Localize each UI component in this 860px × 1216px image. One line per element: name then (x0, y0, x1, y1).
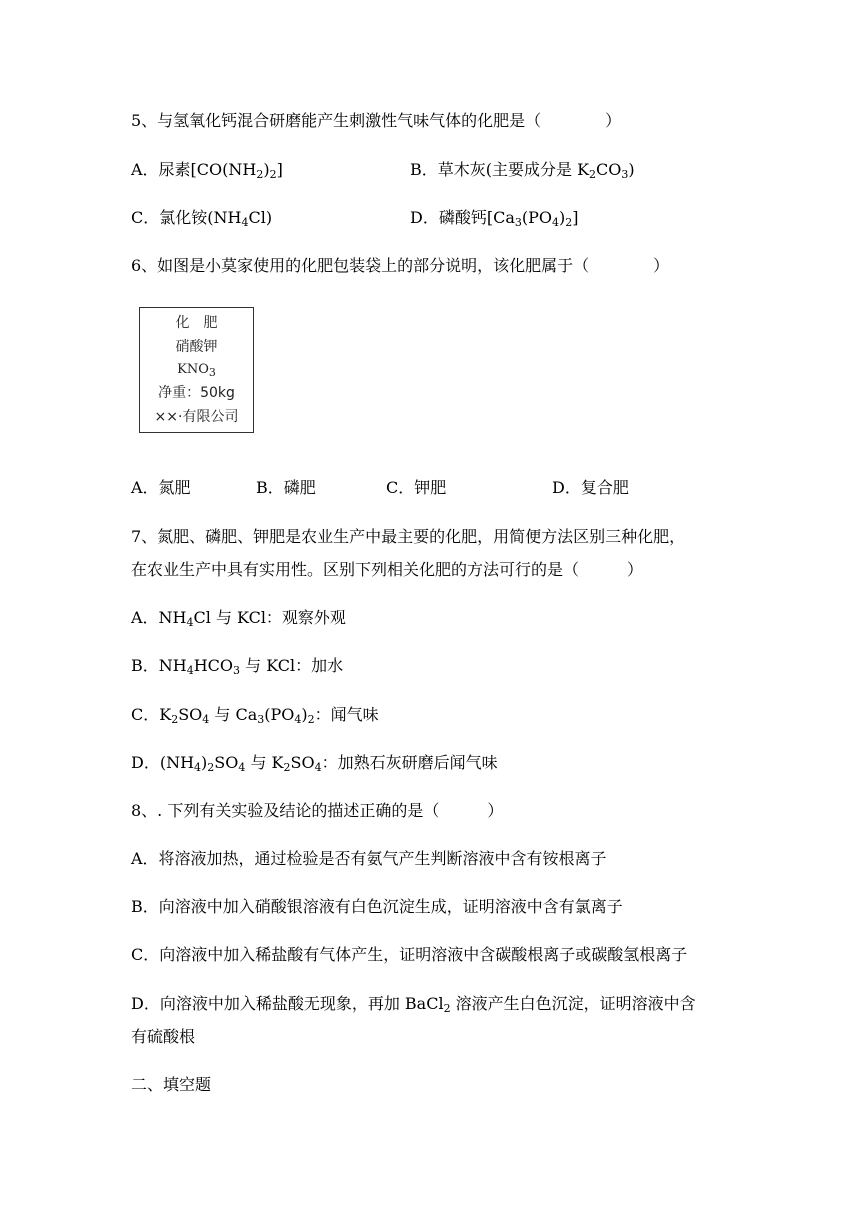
q7-stem-line2: 在农业生产中具有实用性。区别下列相关化肥的方法可行的是（ ） (131, 560, 644, 579)
label-weight: 净重：50kg (158, 385, 235, 401)
label-title: 化 肥 (175, 315, 218, 331)
q5-option-d: D．磷酸钙$[Ca_3(PO_4)_2]$ (410, 208, 579, 229)
q8-option-c: C．向溶液中加入稀盐酸有气体产生，证明溶液中含碳酸根离子或碳酸氢根离子 (131, 945, 688, 964)
q8-option-d-line1: D．向溶液中加入稀盐酸无现象，再加 BaCl$_2$ 溶液产生白色沉淀，证明溶液中含 (131, 994, 696, 1015)
label-name: 硝酸钾 (175, 339, 218, 355)
q7-option-a: A．$NH_4Cl$ 与 KCl：观察外观 (131, 608, 346, 629)
q6-option-d: D．复合肥 (552, 478, 629, 497)
q7-stem-line1: 7、氮肥、磷肥、钾肥是农业生产中最主要的化肥，用简便方法区别三种化肥， (131, 527, 686, 546)
q8-stem: 8、. 下列有关实验及结论的描述正确的是（ ） (131, 801, 504, 820)
q8-option-b: B．向溶液中加入硝酸银溶液有白色沉淀生成，证明溶液中含有氯离子 (131, 897, 623, 916)
q5-option-c: C．氯化铵$(NH_4Cl)$ (131, 208, 273, 229)
q5-option-a: A．尿素$[CO(NH_2)_2]$ (131, 160, 283, 181)
label-company: ××·有限公司 (154, 409, 239, 425)
q6-stem: 6、如图是小莫家使用的化肥包装袋上的部分说明，该化肥属于（ ） (131, 256, 670, 275)
q5-option-b: B．草木灰(主要成分是 $K_2CO_3$) (410, 160, 635, 181)
q6-option-a: A．氮肥 (131, 478, 191, 497)
section-heading: 二、填空题 (131, 1075, 212, 1094)
q7-option-d: D．$(NH_4)_2SO_4$ 与 $K_2SO_4$：加熟石灰研磨后闻气味 (131, 753, 498, 774)
label-formula: $KNO_3$ (177, 362, 216, 379)
q7-option-b: B．$NH_4HCO_3$ 与 KCl：加水 (131, 656, 344, 677)
fertilizer-label-box (139, 307, 254, 433)
q7-option-c: C．$K_2SO_4$ 与 $Ca_3(PO_4)_2$：闻气味 (131, 705, 379, 726)
q8-option-d-line2: 有硫酸根 (131, 1027, 196, 1046)
q6-option-c: C．钾肥 (386, 478, 447, 497)
q6-option-b: B．磷肥 (256, 478, 316, 497)
q5-stem: 5、与氢氧化钙混合研磨能产生刺激性气味气体的化肥是（ ） (131, 111, 622, 130)
q8-option-a: A．将溶液加热，通过检验是否有氨气产生判断溶液中含有铵根离子 (131, 849, 607, 868)
